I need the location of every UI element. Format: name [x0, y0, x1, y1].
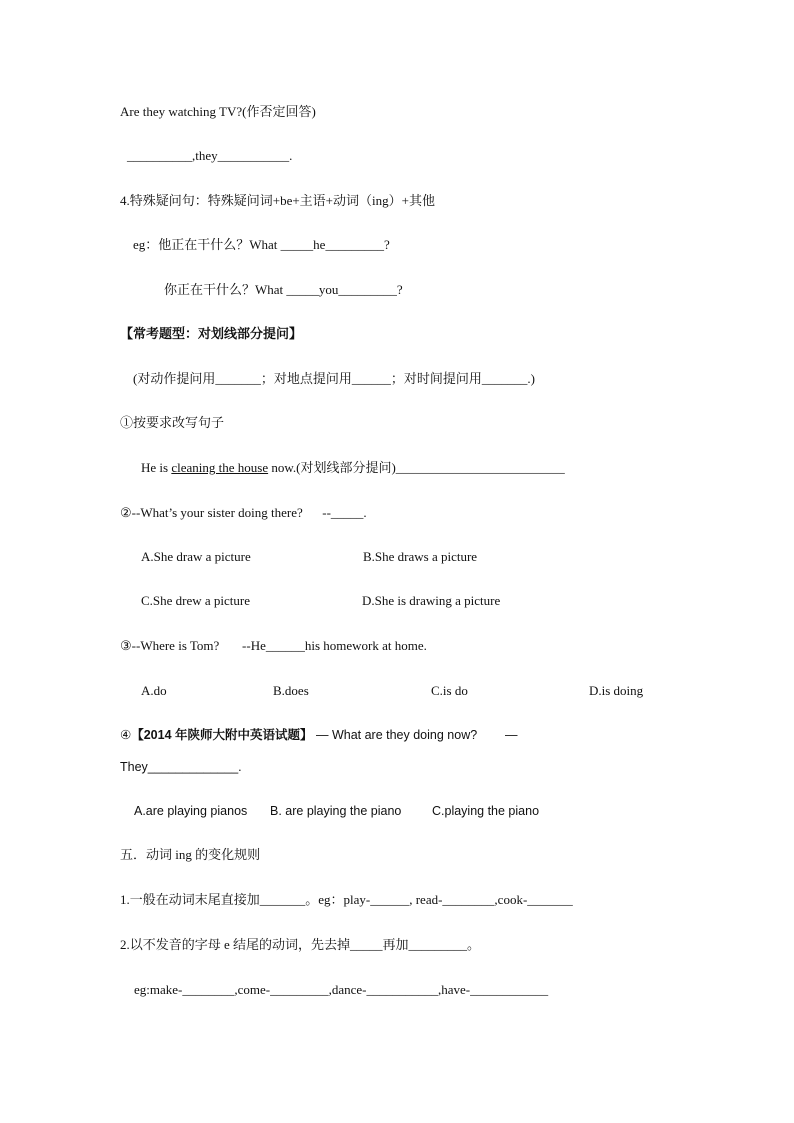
common-question-type-heading: 【常考题型：对划线部分提问】 [120, 326, 303, 341]
exercise-4-answer-blank: They_____________. [120, 760, 242, 774]
exercise-4-source: 【2014 年陕师大附中英语试题】 [131, 728, 313, 742]
exercise-3-option-a: A.do [141, 683, 167, 698]
exercise-1-prefix: He is [141, 460, 172, 475]
exercise-2-option-d: D.She is drawing a picture [362, 593, 501, 608]
section-5-title: 五．动词 ing 的变化规则 [120, 847, 261, 862]
exercise-4-option-a: A.are playing pianos [134, 804, 248, 818]
answer-blank-line: __________,they___________. [127, 148, 293, 163]
exercise-4-question-text: — What are they doing now? — [312, 728, 518, 742]
exercise-1-title: ①按要求改写句子 [120, 415, 225, 430]
exercise-2-option-b: B.She draws a picture [363, 549, 478, 564]
example-line-1: eg：他正在干什么？What _____he_________? [133, 237, 390, 252]
exercise-4-option-b: B. are playing the piano [270, 804, 402, 818]
section-4-title: 4.特殊疑问句：特殊疑问词+be+主语+动词（ing）+其他 [120, 193, 435, 208]
exercise-2-option-a: A.She draw a picture [141, 549, 251, 564]
exercise-3-option-d: D.is doing [589, 683, 644, 698]
exercise-3-question: ③--Where is Tom? --He______his homework at home. [120, 638, 427, 653]
question-are-they-watching-tv: Are they watching TV?(作否定回答) [120, 104, 316, 119]
exercise-1-suffix: now.(对划线部分提问)__________________________ [268, 460, 565, 475]
exercise-3-option-b: B.does [273, 683, 309, 698]
question-hint-line: (对动作提问用_______；对地点提问用______；对时间提问用_______.) [133, 371, 535, 386]
exercise-4-number: ④ [120, 728, 132, 742]
exercise-1-sentence [141, 460, 565, 476]
exercise-2-question: ②--What’s your sister doing there? --_____. [120, 505, 367, 520]
exercise-2-option-c: C.She drew a picture [141, 593, 251, 608]
exercise-3-option-c: C.is do [431, 683, 468, 698]
exercise-4-option-c: C.playing the piano [432, 804, 540, 818]
rule-2: 2.以不发音的字母 e 结尾的动词，先去掉_____再加_________。 [120, 937, 481, 952]
exercise-4-question [120, 727, 517, 743]
example-line-2: 你正在干什么？What _____you_________? [164, 282, 403, 297]
rule-1: 1.一般在动词末尾直接加_______。eg：play-______, read-________,cook-_______ [120, 892, 573, 907]
exercise-1-underlined-part: cleaning the house [171, 460, 269, 475]
rule-2-examples: eg:make-________,come-_________,dance-___________,have-____________ [134, 982, 549, 997]
